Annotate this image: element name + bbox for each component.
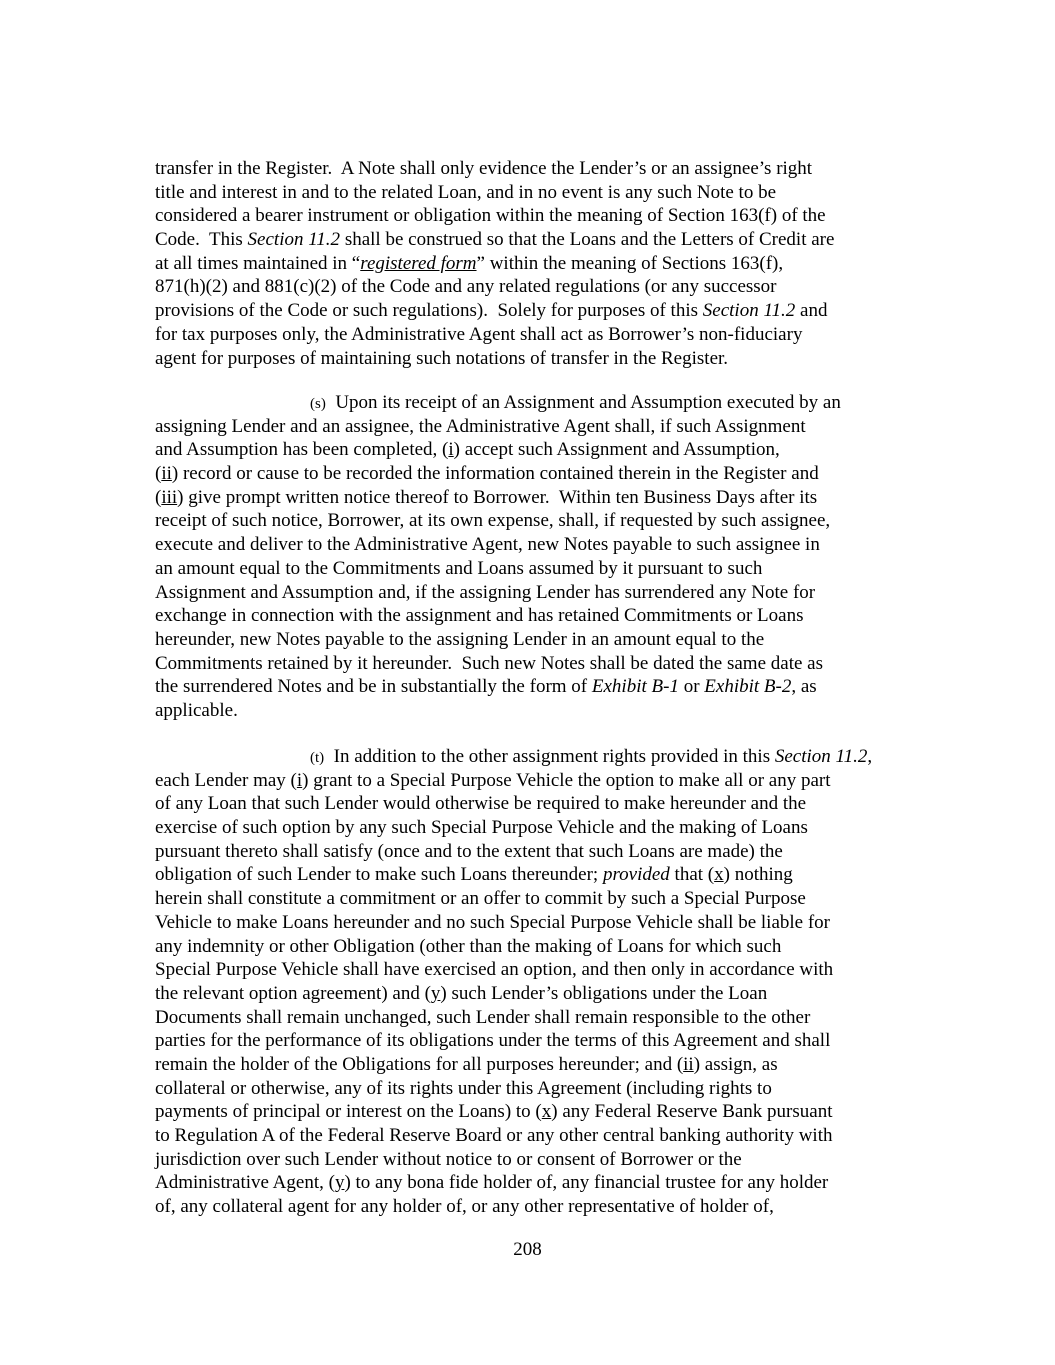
page-number: 208 <box>513 1239 542 1260</box>
text-line: transfer in the Register. A Note shall only evidence the Lender’s or an assignee’s right <box>155 158 813 179</box>
text-line: Assignment and Assumption and, if the assigning Lender has surrendered any Note for <box>155 581 816 603</box>
paragraph-marker: (s) <box>310 396 326 412</box>
text-line: herein shall constitute a commitment or an offer to commit by such a Special Purpose <box>155 888 806 910</box>
underlined-enumerator: y <box>430 982 441 1004</box>
paragraph-continuation <box>155 157 915 370</box>
defined-term: registered form <box>360 252 477 274</box>
text-line: exchange in connection with the assignment and has retained Commitments or Loans <box>155 605 804 627</box>
italic-reference: Exhibit B-1 <box>591 676 679 698</box>
italic-reference: Section 11.2 <box>247 229 341 251</box>
text-line: Vehicle to make Loans hereunder and no such Special Purpose Vehicle shall be liable for <box>155 911 830 933</box>
text-line: pursuant thereto shall satisfy (once and to the extent that such Loans are made) the <box>155 840 783 862</box>
text-line: an amount equal to the Commitments and Loans assumed by it pursuant to such <box>155 557 763 579</box>
text-line: provisions of the Code or such regulations). Solely for purposes of this Section 11.2 and <box>155 300 828 322</box>
text-line: Special Purpose Vehicle shall have exercised an option, and then only in accordance with <box>155 959 834 981</box>
text-line: Documents shall remain unchanged, such Lender shall remain responsible to the other <box>155 1006 811 1028</box>
paragraph-s <box>155 391 915 723</box>
text-line: any indemnity or other Obligation (other than the making of Loans for which such <box>155 935 782 957</box>
underlined-enumerator: i <box>448 439 454 461</box>
italic-reference: provided <box>602 864 670 886</box>
text-line: receipt of such notice, Borrower, at its own expense, shall, if requested by such assignee, <box>155 510 831 532</box>
text-line: remain the holder of the Obligations for all purposes hereunder; and (ii) assign, as <box>155 1053 778 1075</box>
text-line: the surrendered Notes and be in substantially the form of Exhibit B-1 or Exhibit B-2, as <box>155 676 817 698</box>
text-line: obligation of such Lender to make such Loans thereunder; provided that (x) nothing <box>155 864 793 886</box>
text-line: exercise of such option by any such Special Purpose Vehicle and the making of Loans <box>155 817 808 839</box>
text-line: Code. This Section 11.2 shall be construed so that the Loans and the Letters of Credit are <box>155 229 835 251</box>
text-line: applicable. <box>155 699 238 721</box>
text-line: each Lender may (i) grant to a Special Purpose Vehicle the option to make all or any part <box>155 769 831 791</box>
paragraph-t <box>155 745 915 1219</box>
paragraph-marker: (t) <box>310 750 325 766</box>
underlined-enumerator: y <box>334 1172 345 1194</box>
underlined-enumerator: x <box>541 1101 552 1123</box>
text-line: assigning Lender and an assignee, the Administrative Agent shall, if such Assignment <box>155 415 806 437</box>
text-line: at all times maintained in “registered form” within the meaning of Sections 163(f), <box>155 252 784 274</box>
text-line: 871(h)(2) and 881(c)(2) of the Code and any related regulations (or any successor <box>155 276 777 298</box>
text-line: (ii) record or cause to be recorded the information contained therein in the Register and <box>155 463 819 485</box>
text-line: to Regulation A of the Federal Reserve Board or any other central banking authority with <box>155 1125 833 1146</box>
underlined-enumerator: i <box>296 769 303 791</box>
italic-reference: Exhibit B-2 <box>704 676 792 698</box>
text-line: execute and deliver to the Administrative Agent, new Notes payable to such assignee in <box>155 534 820 556</box>
text-line: of any Loan that such Lender would otherwise be required to make hereunder and the <box>155 793 807 815</box>
text-line: title and interest in and to the related Loan, and in no event is any such Note to be <box>155 181 777 203</box>
italic-reference: Section 11.2 <box>774 746 868 767</box>
text-line: Administrative Agent, (y) to any bona fide holder of, any financial trustee for any holder <box>155 1172 829 1194</box>
text-line: Commitments retained by it hereunder. Such new Notes shall be dated the same date as <box>155 652 823 674</box>
text-line: (t) In addition to the other assignment rights provided in this Section 11.2, <box>310 746 873 767</box>
text-line: parties for the performance of its obligations under the terms of this Agreement and shall <box>155 1030 831 1052</box>
text-line: (iii) give prompt written notice thereof to Borrower. Within ten Business Days after its <box>155 486 818 508</box>
underlined-enumerator: iii <box>161 486 178 508</box>
underlined-enumerator: ii <box>161 463 172 485</box>
text-line: the relevant option agreement) and (y) such Lender’s obligations under the Loan <box>155 982 768 1004</box>
italic-reference: Section 11.2 <box>702 300 796 322</box>
text-line: jurisdiction over such Lender without notice to or consent of Borrower or the <box>155 1148 742 1170</box>
text-line: collateral or otherwise, any of its rights under this Agreement (including rights to <box>155 1077 772 1099</box>
text-line: and Assumption has been completed, (i) accept such Assignment and Assumption, <box>155 439 780 461</box>
underlined-enumerator: ii <box>683 1053 694 1075</box>
underlined-enumerator: x <box>714 864 724 886</box>
text-line: payments of principal or interest on the Loans) to (x) any Federal Reserve Bank pursuant <box>155 1101 833 1123</box>
text-line: (s) Upon its receipt of an Assignment and Assumption executed by an <box>310 392 841 413</box>
text-line: hereunder, new Notes payable to the assigning Lender in an amount equal to the <box>155 628 765 650</box>
text-line: of, any collateral agent for any holder of, or any other representative of holder of, <box>155 1196 774 1218</box>
text-line: for tax purposes only, the Administrative Agent shall act as Borrower’s non-fiduciary <box>155 323 803 345</box>
text-line: considered a bearer instrument or obligation within the meaning of Section 163(f) of the <box>155 205 826 227</box>
text-line: agent for purposes of maintaining such notations of transfer in the Register. <box>155 347 729 369</box>
